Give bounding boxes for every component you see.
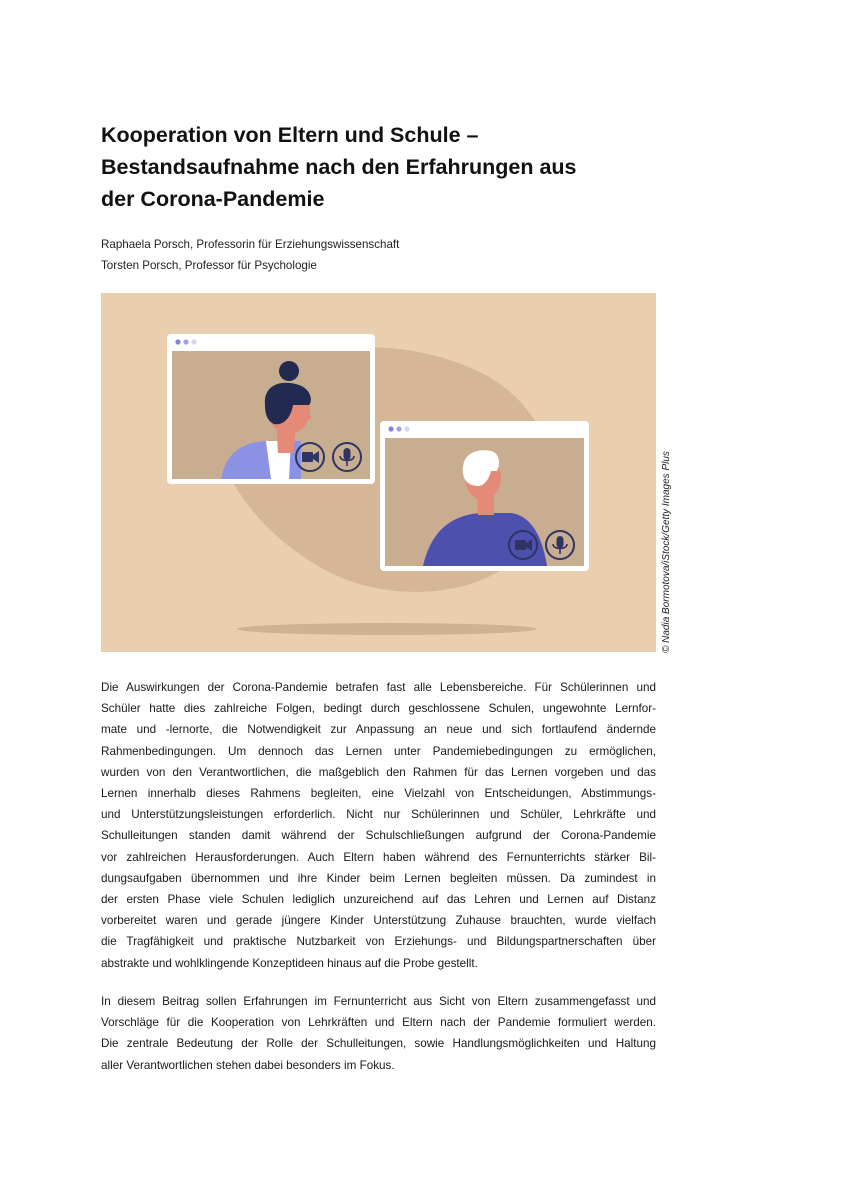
floor-shadow <box>237 623 537 635</box>
video-call-illustration <box>101 293 656 652</box>
article-title <box>101 119 661 215</box>
paragraph-line: dungsaufgaben übernommen und ihre Kinder beim Lernen begleiten müssen. Da zumindest in <box>101 871 656 885</box>
paragraph-line: Schulleitungen standen damit während der Schulschließungen aufgrund der Corona-Pandemie <box>101 829 656 843</box>
paragraph-line: die Tragfähigkeit und praktische Nutzbarkeit von Erziehungs- und Bildungspartnerschaften über <box>101 935 656 949</box>
paragraph-line: vorbereitet waren und gerade jüngere Kinder Unterstützung Zuhause brauchten, wurde vielfach <box>101 914 656 928</box>
paragraph-line: Die zentrale Bedeutung der Rolle der Schulleitungen, sowie Handlungsmöglichkeiten und Haltung <box>101 1037 656 1051</box>
intro-paragraph <box>101 677 656 974</box>
video-window-left <box>167 334 375 484</box>
paragraph-line: Schüler hatte dies zahlreiche Folgen, bedingt durch geschlossene Schulen, ungewohnte Lernfor- <box>101 702 656 716</box>
paragraph-line: wurden von den Verantwortlichen, die maßgeblich den Rahmen für das Lernen vorgeben und das <box>101 765 656 779</box>
paragraph-line: Lernen innerhalb dieses Rahmens begleiten, eine Vielzahl von Entscheidungen, Abstimmungs- <box>101 787 656 801</box>
author-list <box>101 234 399 276</box>
title-line: der Corona-Pandemie <box>101 187 325 211</box>
paragraph-line: Rahmenbedingungen. Um dennoch das Lernen unter Pandemiebedingungen zu ermöglichen, <box>101 744 656 758</box>
paragraph-line: mate und -lernorte, die Notwendigkeit zur Anpassung an neue und sich fortlaufend ändernde <box>101 723 656 737</box>
title-line: Kooperation von Eltern und Schule – <box>101 123 479 147</box>
paragraph-line: vor zahlreichen Herausforderungen. Auch Eltern haben während des Fernunterrichts stärker Bil- <box>101 850 656 864</box>
paragraph-line: der ersten Phase viele Schulen lediglich unzureichend auf das Lehren und Lernen auf Distanz <box>101 893 656 907</box>
paragraph-line: In diesem Beitrag sollen Erfahrungen im Fernunterricht aus Sicht von Eltern zusammengefasst und <box>101 995 656 1008</box>
title-line: Bestandsaufnahme nach den Erfahrungen aus <box>101 155 577 179</box>
paragraph-line: und Unterstützungsleistungen erforderlich. Nicht nur Schülerinnen und Schüler, Lehrkräfte und <box>101 808 656 822</box>
paragraph-line: Die Auswirkungen der Corona-Pandemie betrafen fast alle Lebensbereiche. Für Schülerinnen und <box>101 681 656 694</box>
focus-paragraph <box>101 991 656 1076</box>
paragraph-line: aller Verantwortlichen stehen dabei besonders im Fokus. <box>101 1058 395 1072</box>
illustration-svg <box>101 293 656 652</box>
author-line: Raphaela Porsch, Professorin für Erziehungswissenschaft <box>101 238 400 251</box>
paragraph-line: abstrakte und wohlklingende Konzeptideen hinaus auf die Probe gestellt. <box>101 956 478 970</box>
paragraph-line: Vorschläge für die Kooperation von Lehrkräften und Eltern nach der Pandemie formuliert werden. <box>101 1016 656 1030</box>
author-line: Torsten Porsch, Professor für Psychologie <box>101 259 317 272</box>
image-credit: © Nadia Bormotova/iStock/Getty Images Plus <box>661 451 672 653</box>
